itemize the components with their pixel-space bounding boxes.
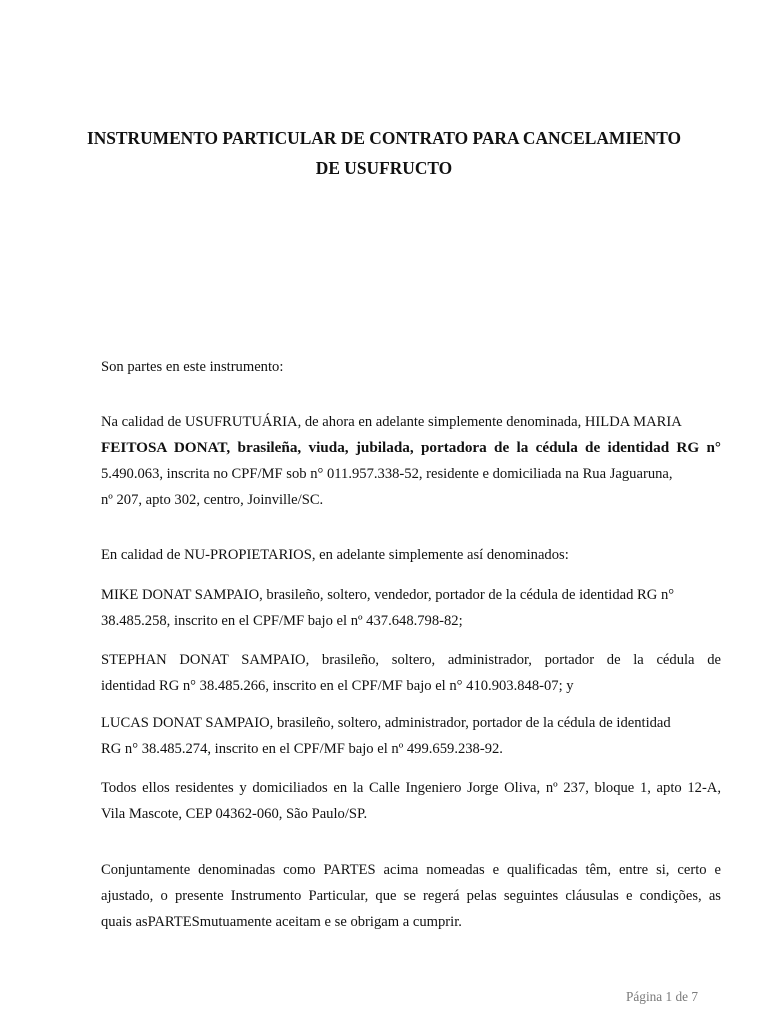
- closing-line-1: Conjuntamente denominadas como PARTES acima nomeadas e qualificadas têm, entre si, certo e: [101, 862, 721, 878]
- residence-line-1: Todos ellos residentes y domiciliados en la Calle Ingeniero Jorge Oliva, nº 237, bloque 1, apto 12-A,: [101, 780, 721, 796]
- usufructuary-line-2: FEITOSA DONAT, brasileña, viuda, jubilada, portadora de la cédula de identidad RG n°: [101, 439, 721, 456]
- owner-3-line-2: RG n° 38.485.274, inscrito en el CPF/MF bajo el nº 499.659.238-92.: [101, 741, 503, 757]
- owner-2-paragraph: [101, 647, 721, 699]
- closing-line-3: quais asPARTESmutuamente aceitam e se obrigam a cumprir.: [101, 914, 462, 930]
- usufructuary-paragraph: [101, 409, 721, 513]
- title-line-2: DE USUFRUCTO: [315, 158, 453, 178]
- residence-line-2: Vila Mascote, CEP 04362-060, São Paulo/SP.: [101, 806, 368, 822]
- usufructuary-line-1: Na calidad de USUFRUTUÁRIA, de ahora en adelante simplemente denominada, HILDA MARIA: [101, 414, 682, 430]
- owner-2-line-1: STEPHAN DONAT SAMPAIO, brasileño, soltero, administrador, portador de la cédula de: [101, 652, 721, 668]
- owner-2-line-2: identidad RG n° 38.485.266, inscrito en el CPF/MF bajo el n° 410.903.848-07; y: [101, 678, 574, 694]
- owner-3-paragraph: [101, 710, 721, 762]
- intro-paragraph: Son partes en este instrumento:: [101, 359, 284, 375]
- closing-line-2: ajustado, o presente Instrumento Particular, que se regerá pelas seguintes cláusulas e condições, as: [101, 888, 721, 904]
- owner-3-line-1: LUCAS DONAT SAMPAIO, brasileño, soltero, administrador, portador de la cédula de identidad: [101, 715, 671, 731]
- document-title: [60, 123, 708, 183]
- closing-paragraph: [101, 857, 721, 935]
- residence-paragraph: [101, 775, 721, 827]
- title-line-1: INSTRUMENTO PARTICULAR DE CONTRATO PARA CANCELAMIENTO: [86, 128, 682, 148]
- usufructuary-line-4: nº 207, apto 302, centro, Joinville/SC.: [101, 492, 324, 508]
- usufructuary-line-3: 5.490.063, inscrita no CPF/MF sob n° 011.957.338-52, residente e domiciliada na Rua Jaguaruna,: [101, 466, 673, 482]
- owner-1-line-2: 38.485.258, inscrito en el CPF/MF bajo el nº 437.648.798-82;: [101, 613, 463, 629]
- owner-1-line-1: MIKE DONAT SAMPAIO, brasileño, soltero, vendedor, portador de la cédula de identidad RG n°: [101, 587, 675, 603]
- nu-owners-intro: En calidad de NU-PROPIETARIOS, en adelante simplemente así denominados:: [101, 547, 569, 563]
- page-number: Página 1 de 7: [626, 989, 699, 1004]
- owner-1-paragraph: [101, 582, 721, 634]
